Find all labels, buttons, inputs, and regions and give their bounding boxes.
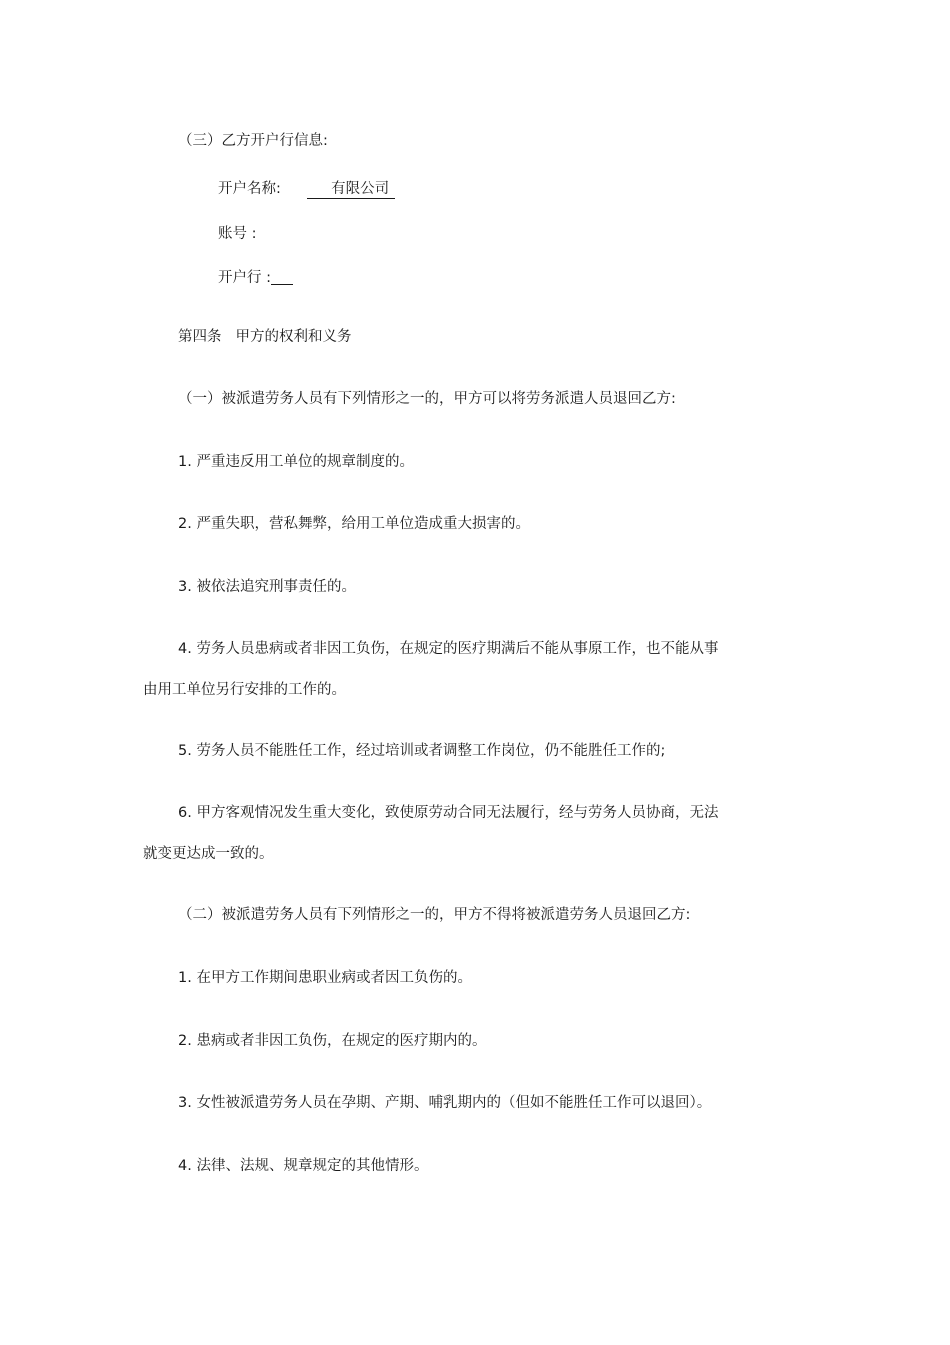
section1-item-4: 4. 劳务人员患病或者非因工负伤，在规定的医疗期满后不能从事原工作，也不能从事 [178, 641, 719, 657]
section1-item-5: 5. 劳务人员不能胜任工作，经过培训或者调整工作岗位，仍不能胜任工作的; [178, 743, 666, 759]
section1-item-2: 2. 严重失职，营私舞弊，给用工单位造成重大损害的。 [178, 516, 530, 532]
section1-heading: （一）被派遣劳务人员有下列情形之一的，甲方可以将劳务派遣人员退回乙方: [178, 391, 676, 407]
section1-item-3: 3. 被依法追究刑事责任的。 [178, 579, 356, 595]
section1-item-4-cont: 由用工单位另行安排的工作的。 [143, 682, 346, 698]
bank-row [218, 268, 293, 288]
section1-item-6-cont: 就变更达成一致的。 [143, 846, 274, 862]
section2-item-3: 3. 女性被派遣劳务人员在孕期、产期、哺乳期内的（但如不能胜任工作可以退回）。 [178, 1095, 712, 1111]
section2-item-4: 4. 法律、法规、规章规定的其他情形。 [178, 1158, 429, 1174]
article4-title: 第四条 [178, 329, 222, 345]
section2-item-2: 2. 患病或者非因工负伤，在规定的医疗期内的。 [178, 1033, 487, 1049]
bank-blank [271, 270, 293, 285]
section1-item-1: 1. 严重违反用工单位的规章制度的。 [178, 454, 414, 470]
account-name-row [218, 179, 395, 199]
section1-item-6: 6. 甲方客观情况发生重大变化，致使原劳动合同无法履行，经与劳务人员协商，无法 [178, 805, 719, 821]
account-name-value: 有限公司 [307, 180, 395, 199]
bank-info-heading: （三）乙方开户行信息: [178, 133, 328, 149]
bank-label: 开户行 : [218, 270, 271, 286]
account-name-label: 开户名称: [218, 181, 281, 197]
account-number-label: 账号 : [218, 226, 257, 242]
section2-heading: （二）被派遣劳务人员有下列情形之一的，甲方不得将被派遣劳务人员退回乙方: [178, 907, 691, 923]
section2-item-1: 1. 在甲方工作期间患职业病或者因工负伤的。 [178, 970, 472, 986]
article4-subtitle: 甲方的权利和义务 [235, 329, 352, 345]
article4-heading [178, 327, 352, 347]
